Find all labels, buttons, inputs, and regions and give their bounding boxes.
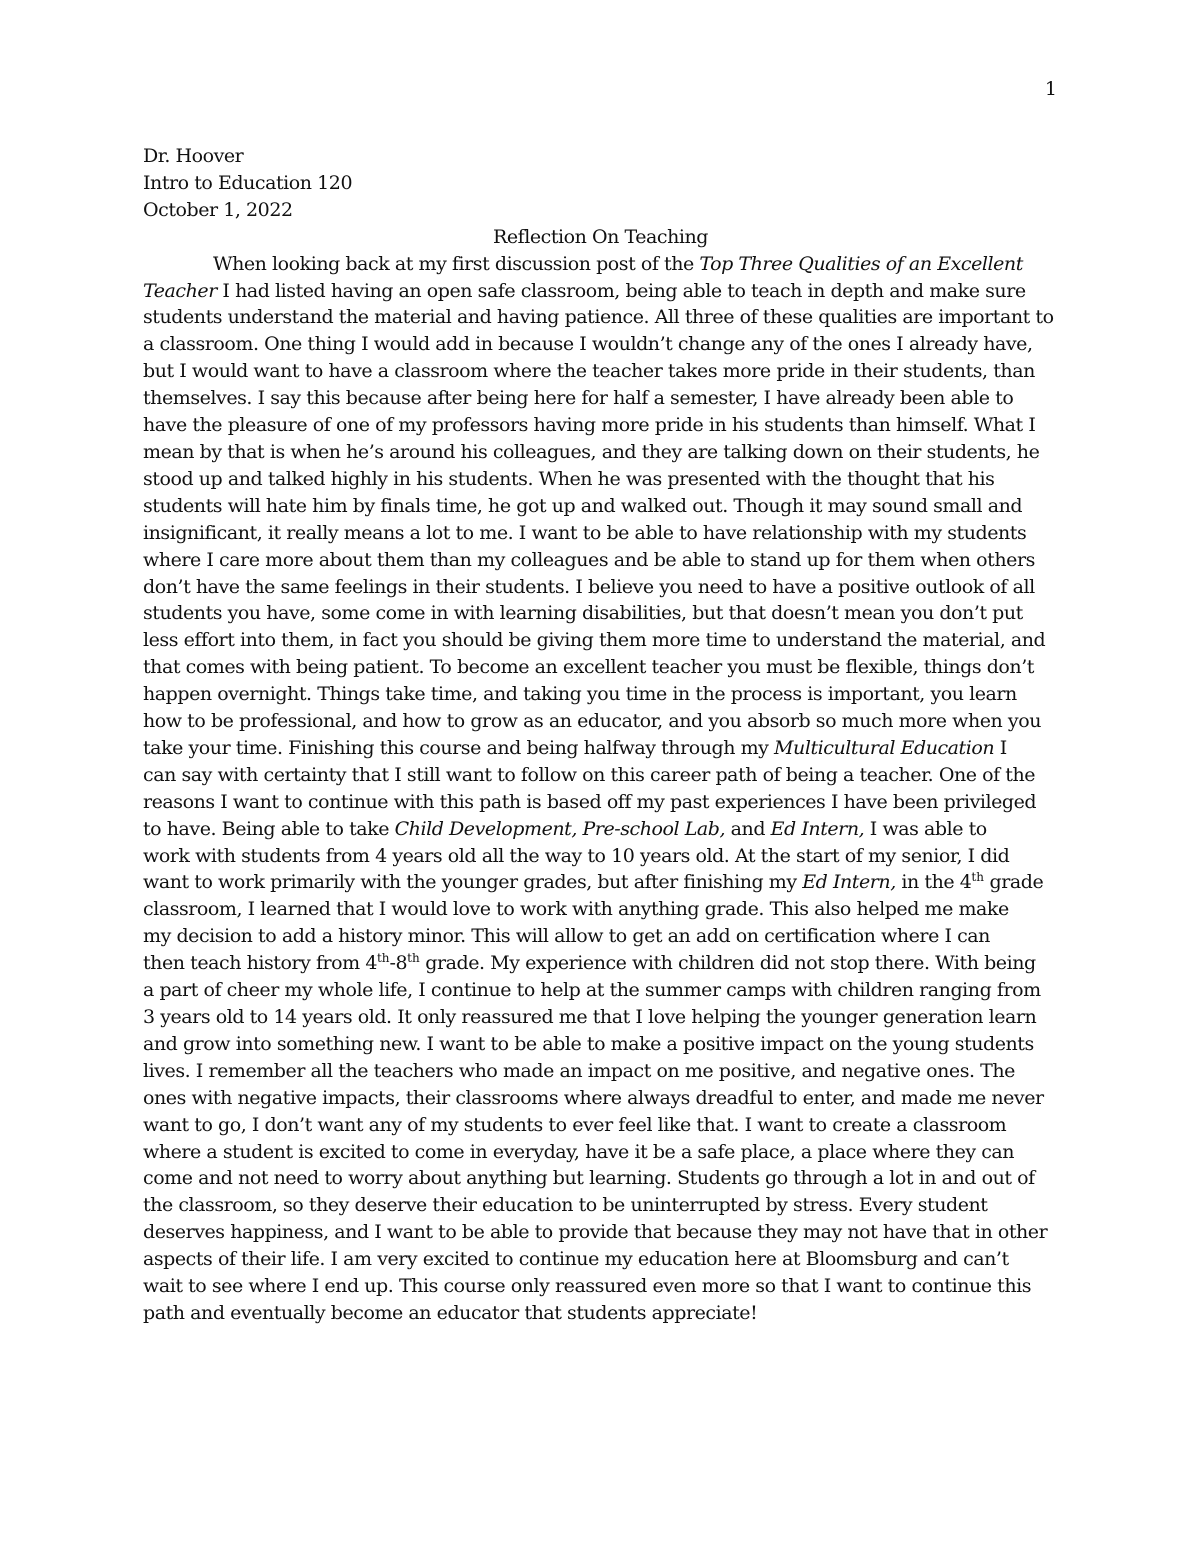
text-line: then teach history from 4th-8th grade. My experience with children did not stop there. With being bbox=[143, 951, 1036, 975]
text-line: have the pleasure of one of my professors having more pride in his students than himself. What I bbox=[143, 414, 1036, 437]
italic-course-name: Multicultural Education bbox=[774, 736, 995, 759]
text-line: mean by that is when he’s around his colleagues, and they are talking down on their students, he bbox=[143, 440, 1040, 463]
italic-course-name: Ed Intern, bbox=[770, 817, 865, 840]
document-date: October 1, 2022 bbox=[143, 198, 293, 221]
text-line: aspects of their life. I am very excited to continue my education here at Bloomsburg and can’t bbox=[143, 1248, 1009, 1271]
text-line: where a student is excited to come in everyday, have it be a safe place, a place where they can bbox=[143, 1140, 1015, 1163]
text-line: want to work primarily with the younger grades, but after finishing my Ed Intern, in the 4th grade bbox=[143, 870, 1044, 894]
superscript: th bbox=[407, 951, 420, 966]
body-paragraph bbox=[143, 251, 1058, 1327]
text-line: a part of cheer my whole life, I continue to help at the summer camps with children ranging from bbox=[143, 979, 1041, 1002]
italic-course-name: Ed Intern, bbox=[802, 871, 896, 894]
text-line: don’t have the same feelings in their students. I believe you need to have a positive outlook of all bbox=[143, 575, 1035, 598]
text-line: insignificant, it really means a lot to me. I want to be able to have relationship with my students bbox=[143, 521, 1027, 544]
text-line: wait to see where I end up. This course only reassured even more so that I want to continue this bbox=[143, 1275, 1032, 1298]
superscript: th bbox=[376, 951, 390, 966]
text-line: to have. Being able to take Child Development, Pre-school Lab, and Ed Intern, I was able to bbox=[143, 817, 987, 840]
text-line: less effort into them, in fact you should be giving them more time to understand the material, and bbox=[143, 629, 1046, 652]
text-line: happen overnight. Things take time, and taking you time in the process is important, you learn bbox=[143, 683, 1017, 706]
text-line: students understand the material and having patience. All three of these qualities are important to bbox=[143, 306, 1054, 329]
italic-title: Top Three Qualities of an Excellent bbox=[699, 252, 1023, 275]
text-line: stood up and talked highly in his students. When he was presented with the thought that his bbox=[143, 467, 995, 490]
text-line: can say with certainty that I still want to follow on this career path of being a teacher. One of the bbox=[143, 763, 1036, 786]
text-line: lives. I remember all the teachers who made an impact on me positive, and negative ones. The bbox=[143, 1059, 1015, 1082]
text-line: come and not need to worry about anything but learning. Students go through a lot in and out of bbox=[143, 1167, 1035, 1190]
text-line: work with students from 4 years old all the way to 10 years old. At the start of my senior, I did bbox=[143, 844, 1010, 867]
text-line: take your time. Finishing this course and being halfway through my Multicultural Education I bbox=[143, 736, 1007, 759]
text-line: how to be professional, and how to grow as an educator, and you absorb so much more when you bbox=[143, 710, 1041, 733]
text-line: a classroom. One thing I would add in because I wouldn’t change any of the ones I already have, bbox=[143, 333, 1033, 356]
text-line: students you have, some come in with learning disabilities, but that doesn’t mean you don’t put bbox=[143, 602, 1023, 625]
document-content bbox=[143, 143, 1058, 1327]
page-number: 1 bbox=[1044, 78, 1057, 100]
text-line: When looking back at my first discussion post of the Top Three Qualities of an Excellent bbox=[213, 252, 1023, 275]
text-line: path and eventually become an educator that students appreciate! bbox=[143, 1301, 758, 1324]
italic-title: Teacher bbox=[143, 279, 217, 302]
text-line: that comes with being patient. To become an excellent teacher you must be flexible, things don’t bbox=[143, 656, 1034, 679]
text-line: deserves happiness, and I want to be able to provide that because they may not have that in other bbox=[143, 1221, 1048, 1244]
text-line: ones with negative impacts, their classrooms where always dreadful to enter, and made me never bbox=[143, 1086, 1044, 1109]
text-line: want to go, I don’t want any of my students to ever feel like that. I want to create a classroom bbox=[143, 1113, 1007, 1136]
text-line: reasons I want to continue with this path is based off my past experiences I have been privileged bbox=[143, 790, 1037, 813]
text-line: where I care more about them than my colleagues and be able to stand up for them when others bbox=[143, 548, 1035, 571]
text-line: the classroom, so they deserve their education to be uninterrupted by stress. Every student bbox=[143, 1194, 988, 1217]
course-name: Intro to Education 120 bbox=[143, 171, 353, 194]
text-line: my decision to add a history minor. This will allow to get an add on certification where I can bbox=[143, 925, 990, 948]
text-line: themselves. I say this because after being here for half a semester, I have already been able to bbox=[143, 387, 1014, 410]
text-line: 3 years old to 14 years old. It only reassured me that I love helping the younger generation learn bbox=[143, 1006, 1037, 1028]
document-title: Reflection On Teaching bbox=[492, 225, 709, 248]
text-line: but I would want to have a classroom where the teacher takes more pride in their students, than bbox=[143, 360, 1035, 383]
text-line: and grow into something new. I want to be able to make a positive impact on the young students bbox=[143, 1032, 1034, 1055]
italic-course-name: Child Development, Pre-school Lab, bbox=[394, 817, 726, 840]
text-line: students will hate him by finals time, he got up and walked out. Though it may sound small and bbox=[143, 494, 1023, 517]
superscript: th bbox=[971, 870, 984, 885]
instructor-name: Dr. Hoover bbox=[143, 145, 244, 167]
text-line: Teacher I had listed having an open safe classroom, being able to teach in depth and make sure bbox=[143, 279, 1026, 302]
text-line: classroom, I learned that I would love to work with anything grade. This also helped me make bbox=[143, 898, 1009, 921]
